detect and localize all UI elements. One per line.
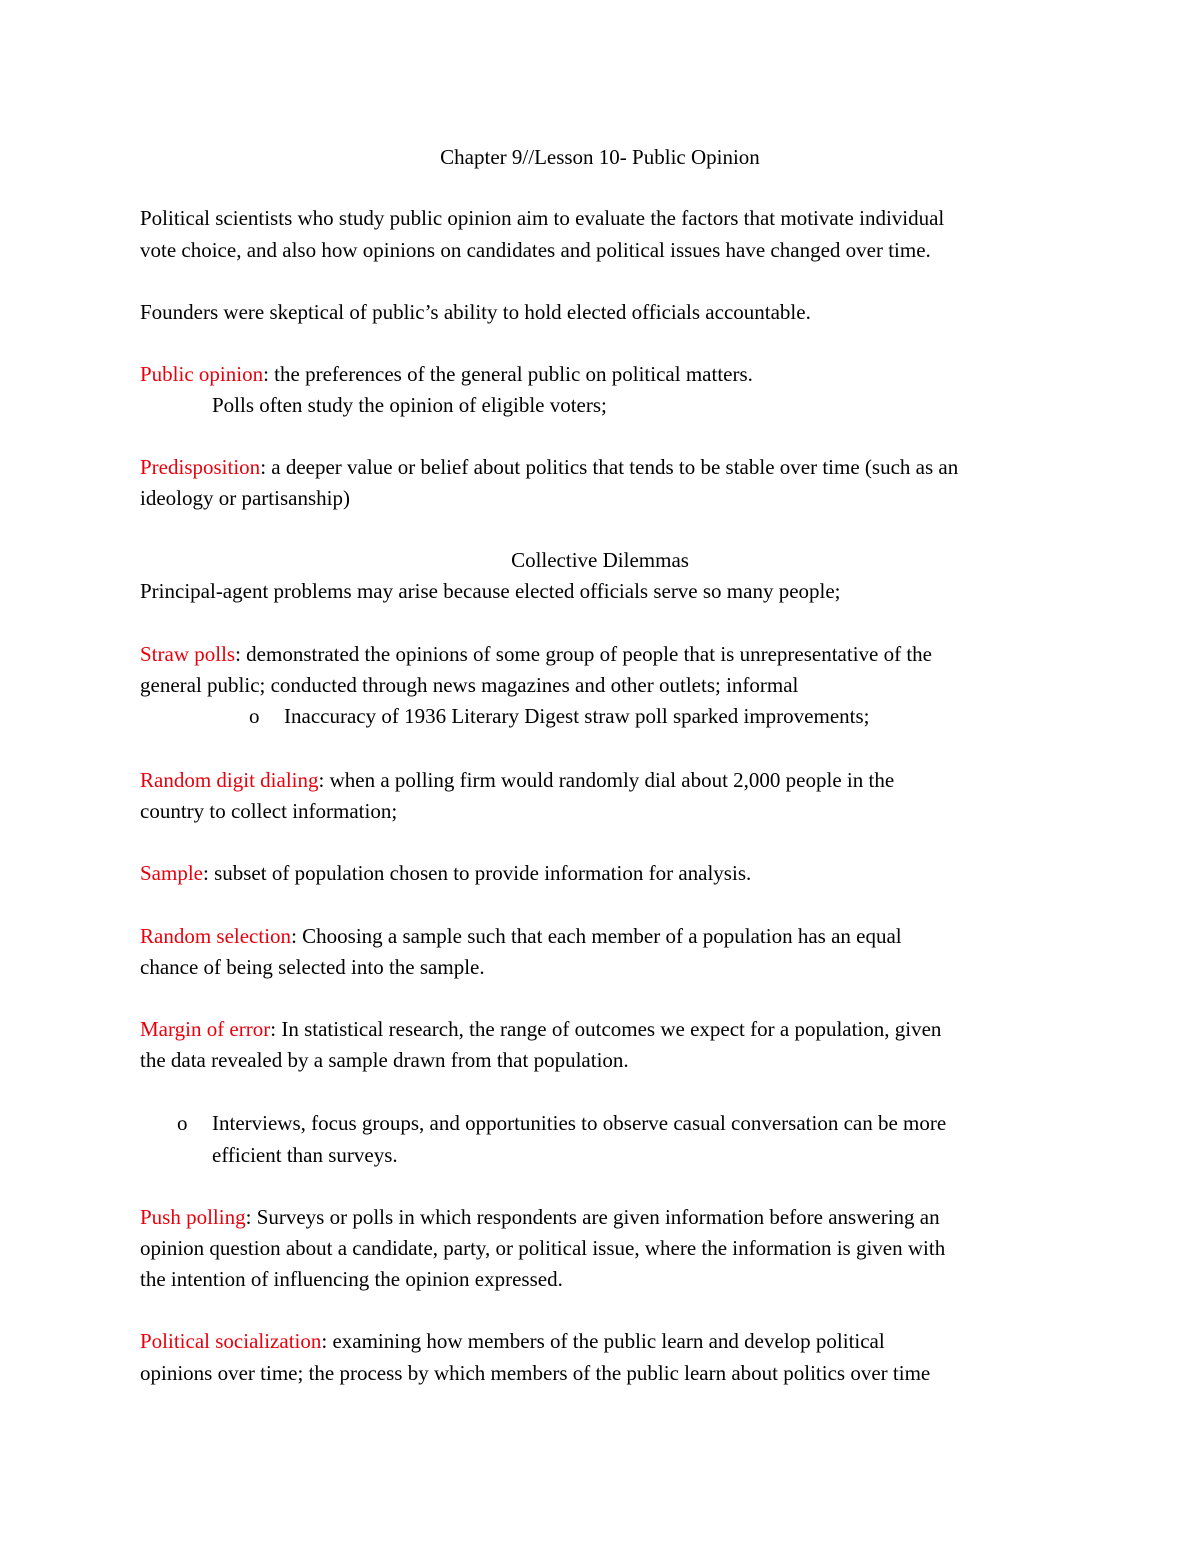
public-opinion-term: Public opinion <box>140 362 264 386</box>
straw-polls-term: Straw polls <box>140 642 236 666</box>
collective-dilemmas-heading: Collective Dilemmas <box>511 548 689 572</box>
public-opinion-definition <box>140 364 753 385</box>
push-polling-line-3: the intention of influencing the opinion expressed. <box>140 1267 563 1291</box>
political-socialization-definition <box>140 1331 885 1352</box>
page-title: Chapter 9//Lesson 10- Public Opinion <box>440 145 760 169</box>
bullet-marker: o <box>249 704 260 728</box>
political-socialization-line-2: opinions over time; the process by which members of the public learn about politics over time <box>140 1361 931 1385</box>
random-selection-term: Random selection <box>140 924 292 948</box>
push-polling-term: Push polling <box>140 1205 246 1229</box>
political-socialization-term: Political socialization <box>140 1329 322 1353</box>
random-selection-definition <box>140 926 902 947</box>
predisposition-text: : a deeper value or belief about politics that tends to be stable over time (such as an <box>260 455 959 479</box>
sample-text: : subset of population chosen to provide information for analysis. <box>203 861 752 885</box>
public-opinion-text: : the preferences of the general public on political matters. <box>263 362 753 386</box>
margin-of-error-term: Margin of error <box>140 1017 271 1041</box>
collective-dilemmas-text: Principal-agent problems may arise because elected officials serve so many people; <box>140 579 841 603</box>
random-selection-line-2: chance of being selected into the sample. <box>140 955 485 979</box>
political-socialization-text: : examining how members of the public learn and develop political <box>321 1329 885 1353</box>
straw-polls-definition <box>140 644 932 665</box>
straw-polls-text: : demonstrated the opinions of some group of people that is unrepresentative of the <box>235 642 933 666</box>
predisposition-term: Predisposition <box>140 455 261 479</box>
push-polling-line-2: opinion question about a candidate, party, or political issue, where the information is given with <box>140 1236 946 1260</box>
straw-polls-line-2: general public; conducted through news magazines and other outlets; informal <box>140 673 799 697</box>
margin-of-error-line-2: the data revealed by a sample drawn from that population. <box>140 1048 629 1072</box>
public-opinion-subnote: Polls often study the opinion of eligible voters; <box>212 393 607 417</box>
sample-term: Sample <box>140 861 203 885</box>
predisposition-line-2: ideology or partisanship) <box>140 486 350 510</box>
random-digit-term: Random digit dialing <box>140 768 319 792</box>
random-selection-text: : Choosing a sample such that each member of a population has an equal <box>291 924 902 948</box>
random-digit-line-2: country to collect information; <box>140 799 398 823</box>
predisposition-definition <box>140 457 958 478</box>
founders-text: Founders were skeptical of public’s ability to hold elected officials accountable. <box>140 300 811 324</box>
margin-of-error-text: : In statistical research, the range of outcomes we expect for a population, given <box>270 1017 942 1041</box>
random-digit-text: : when a polling firm would randomly dial about 2,000 people in the <box>318 768 895 792</box>
sample-definition <box>140 863 751 884</box>
margin-of-error-definition <box>140 1019 941 1040</box>
interviews-bullet-line-1: Interviews, focus groups, and opportunities to observe casual conversation can be more <box>212 1111 947 1135</box>
interviews-bullet-line-2: efficient than surveys. <box>212 1143 398 1167</box>
intro-line-2: vote choice, and also how opinions on candidates and political issues have changed over time. <box>140 238 931 262</box>
straw-polls-bullet: Inaccuracy of 1936 Literary Digest straw poll sparked improvements; <box>284 704 870 728</box>
intro-line-1: Political scientists who study public opinion aim to evaluate the factors that motivate individual <box>140 206 945 230</box>
bullet-marker: o <box>177 1111 188 1135</box>
random-digit-definition <box>140 770 894 791</box>
push-polling-text: : Surveys or polls in which respondents are given information before answering an <box>245 1205 940 1229</box>
push-polling-definition <box>140 1207 940 1228</box>
